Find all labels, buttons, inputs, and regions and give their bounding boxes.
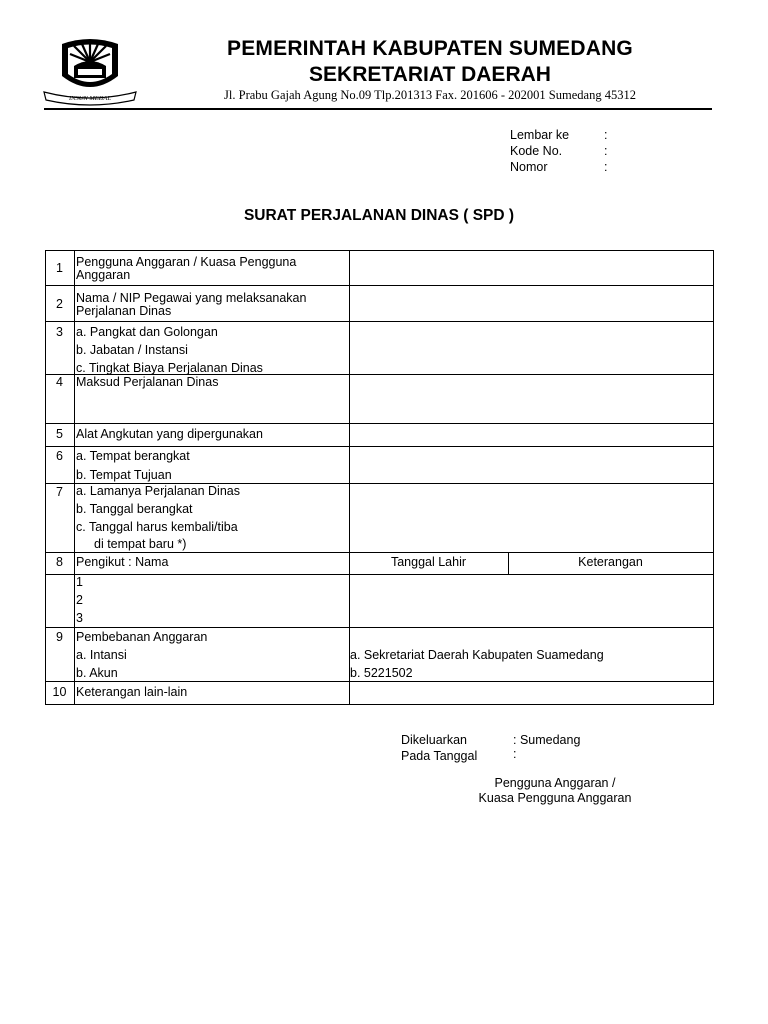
header-address: Jl. Prabu Gajah Agung No.09 Tlp.201313 Fax. 201606 - 202001 Sumedang 45312 [224,88,636,102]
nomor-label: Nomor [510,160,548,174]
lembar-ke-colon: : [604,128,608,142]
document-title: SURAT PERJALANAN DINAS ( SPD ) [243,207,515,224]
row-divider [45,552,714,553]
lembar-ke-label: Lembar ke [510,128,570,142]
table-border-bottom [45,704,714,705]
kode-no-colon: : [604,144,608,158]
jabatan-instansi-label: b. Jabatan / Instansi [76,343,188,357]
pengikut-item: 1 [76,575,83,589]
header-office-name: SEKRETARIAT DAERAH [309,63,551,86]
tingkat-biaya-label: c. Tingkat Biaya Perjalanan Dinas [76,361,263,375]
row-divider [45,627,714,628]
pembebanan-anggaran-label: Pembebanan Anggaran [76,630,208,644]
signatory-title-cont: Kuasa Pengguna Anggaran [478,791,632,805]
col-separator-number [74,250,75,705]
row-divider [45,285,714,286]
table-border-top [45,250,714,251]
row-number: 10 [52,685,67,699]
nomor-colon: : [604,160,608,174]
intansi-value: a. Sekretariat Daerah Kabupaten Suamedang [350,648,604,662]
row-number: 9 [56,630,63,644]
row-divider [45,574,714,575]
kode-no-label: Kode No. [510,144,563,158]
intansi-label: a. Intansi [76,648,127,662]
akun-label: b. Akun [76,666,118,680]
row-divider [45,681,714,682]
row-number: 3 [56,325,63,339]
dikeluarkan-value: : Sumedang [513,733,581,747]
row-divider [45,446,714,447]
row-number: 2 [56,297,63,311]
alat-angkutan-label: Alat Angkutan yang dipergunakan [76,427,263,441]
pengikut-item: 3 [76,611,83,625]
spd-form-table [45,250,714,705]
sumedang-emblem-logo [40,36,140,106]
row-divider [45,321,714,322]
dikeluarkan-label: Dikeluarkan [401,733,468,747]
table-border-right [713,250,714,705]
row-number: 7 [56,485,63,499]
signatory-title: Pengguna Anggaran / [494,776,616,790]
tempat-tujuan-label: b. Tempat Tujuan [76,468,172,482]
pada-tanggal-label: Pada Tanggal [401,749,478,763]
akun-value: b. 5221502 [350,666,413,680]
pada-tanggal-colon: : [513,747,517,761]
lamanya-perjalanan-label: a. Lamanya Perjalanan Dinas [76,484,240,498]
pengguna-anggaran-label-cont: Anggaran [76,268,131,282]
pengikut-nama-header: Pengikut : Nama [76,555,169,569]
row-number: 4 [56,375,63,389]
header-divider [44,108,712,110]
logo-motto: INSUN MEDAL [68,95,112,102]
tempat-berangkat-label: a. Tempat berangkat [76,449,190,463]
row-divider [45,423,714,424]
keterangan-header: Keterangan [578,555,643,569]
col-separator-value [349,250,350,705]
row-number: 6 [56,449,63,463]
row-number: 5 [56,427,63,441]
header-government-name: PEMERINTAH KABUPATEN SUMEDANG [227,37,633,60]
tanggal-lahir-header: Tanggal Lahir [390,555,467,569]
tanggal-kembali-label-cont: di tempat baru *) [94,537,187,551]
keterangan-lain-label: Keterangan lain-lain [76,685,188,699]
pengguna-anggaran-label: Pengguna Anggaran / Kuasa Pengguna [76,255,297,269]
row-number: 8 [56,555,63,569]
tanggal-berangkat-label: b. Tanggal berangkat [76,502,193,516]
pengikut-item: 2 [76,593,83,607]
tanggal-kembali-label: c. Tanggal harus kembali/tiba [76,520,238,534]
pangkat-golongan-label: a. Pangkat dan Golongan [76,325,218,339]
maksud-perjalanan-label: Maksud Perjalanan Dinas [76,375,219,389]
row-number: 1 [56,261,63,275]
nama-nip-label: Nama / NIP Pegawai yang melaksanakan [76,291,307,305]
nama-nip-label-cont: Perjalanan Dinas [76,304,172,318]
